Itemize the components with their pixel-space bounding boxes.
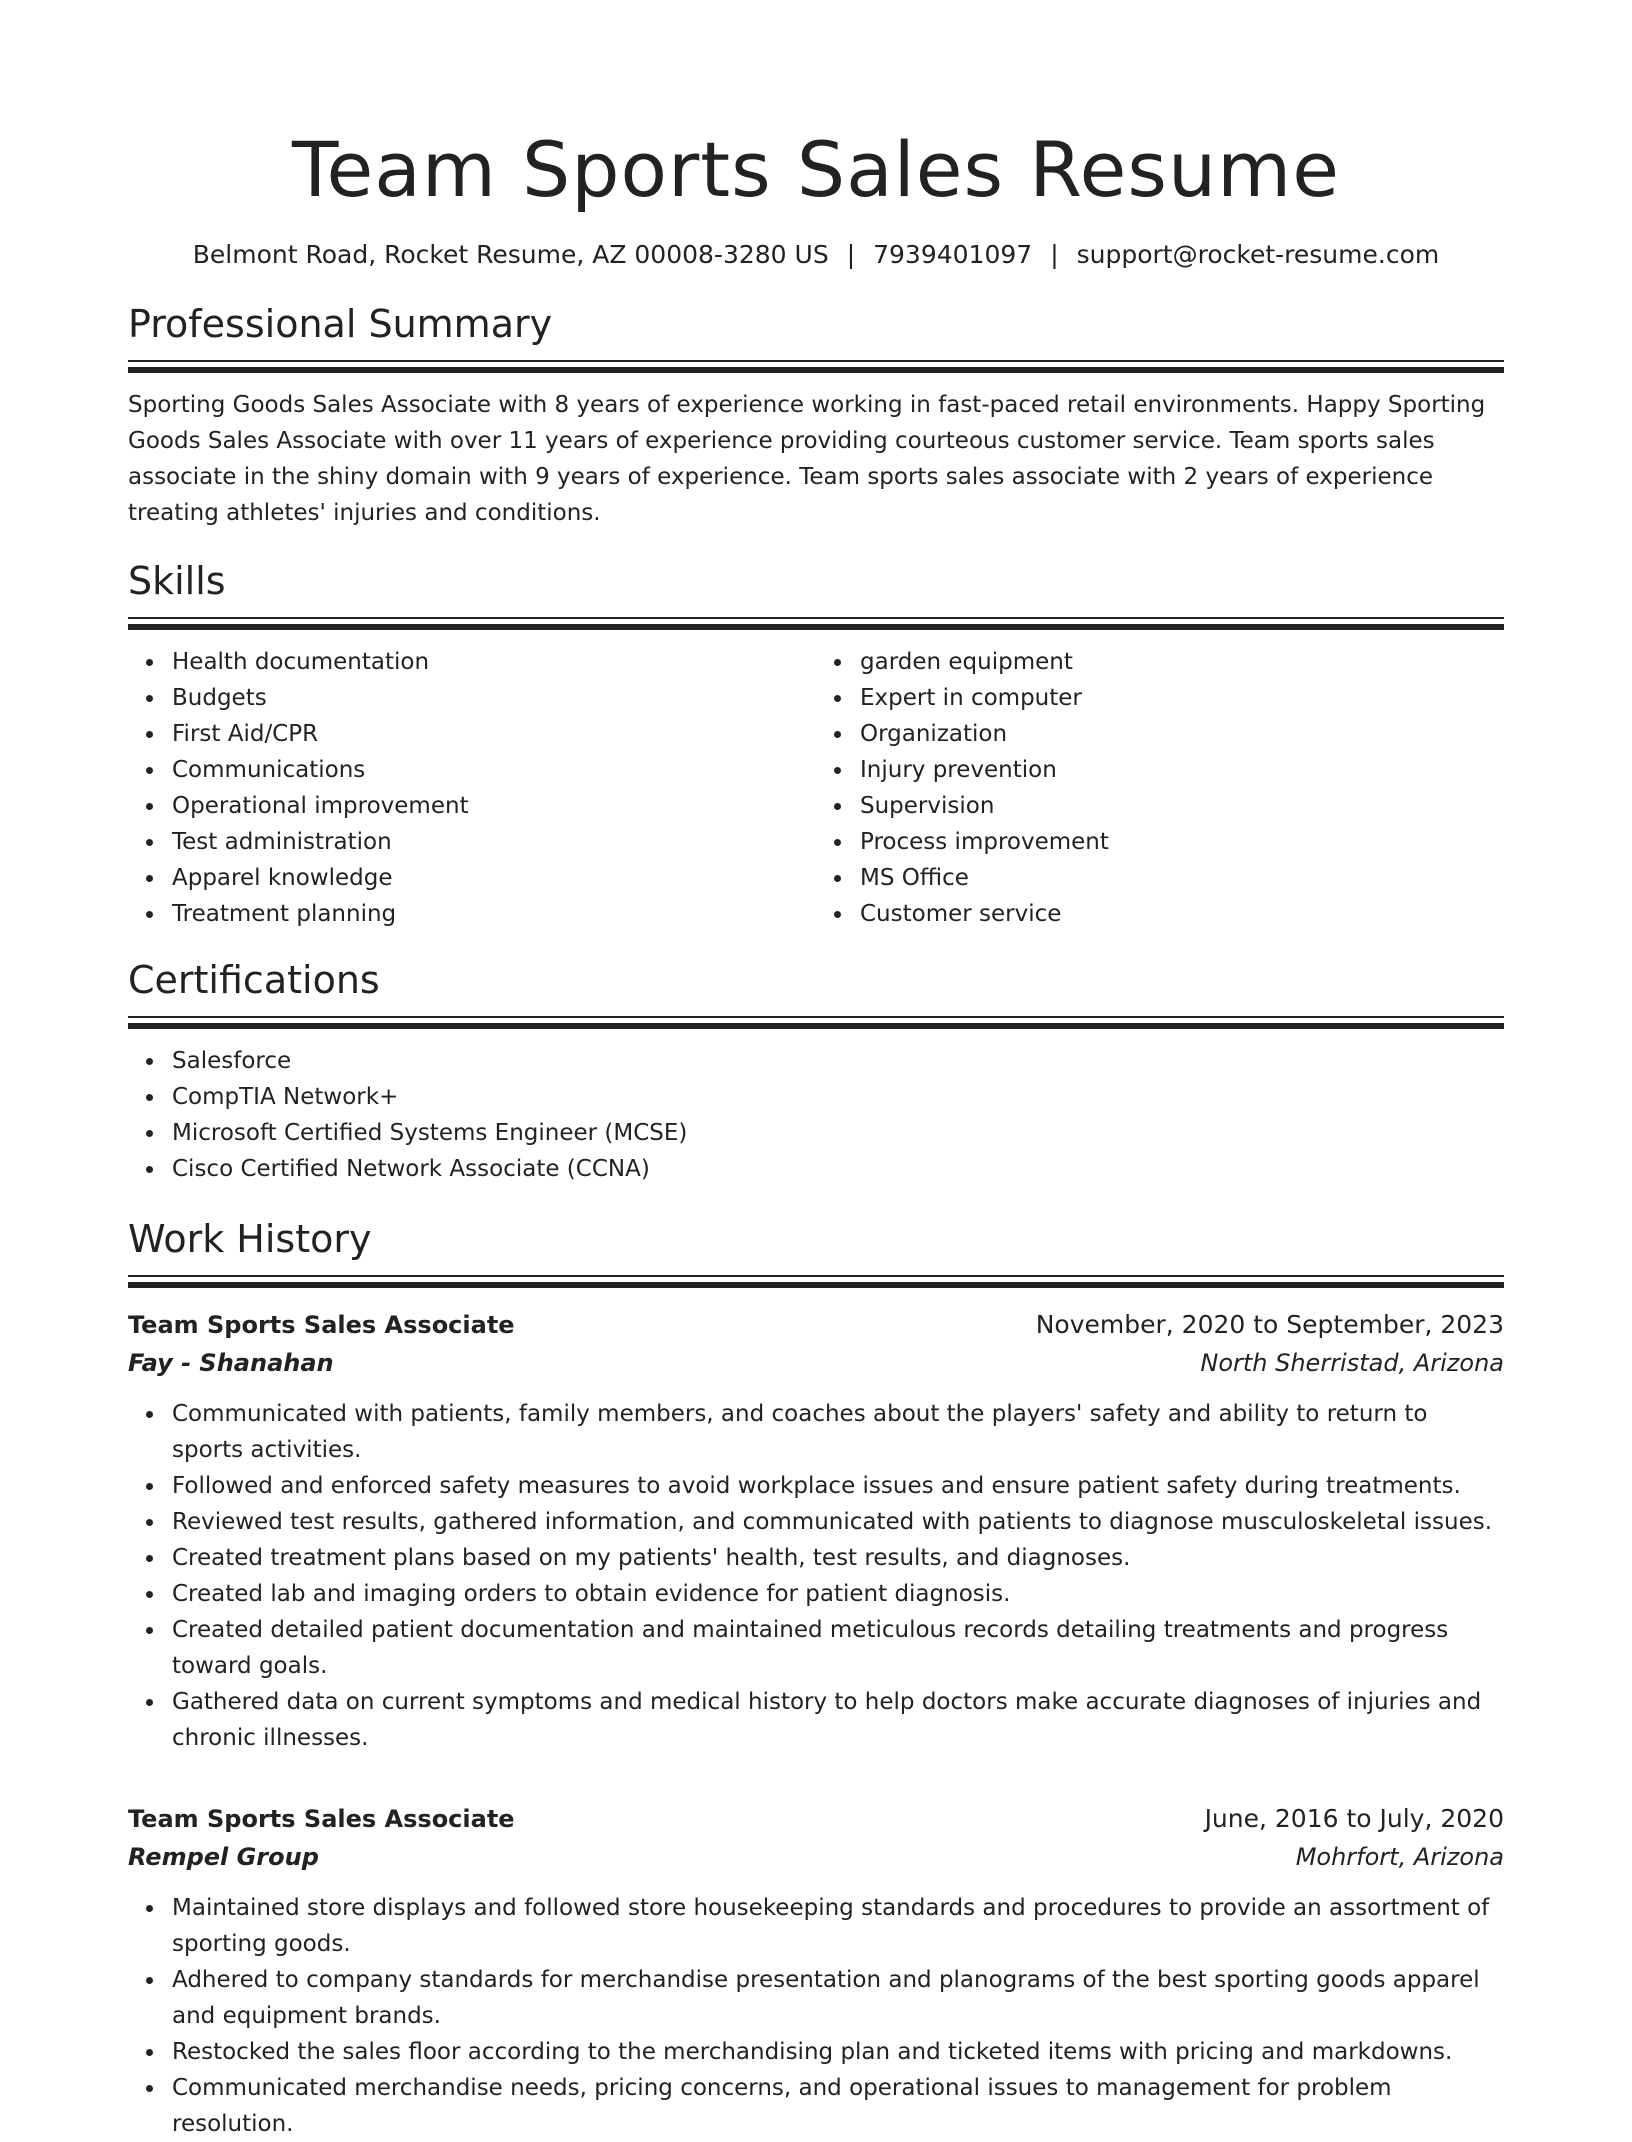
section-heading: Certifications <box>128 958 380 1002</box>
skill-item: First Aid/CPR <box>172 716 816 752</box>
skill-item: Operational improvement <box>172 788 816 824</box>
skill-item: Treatment planning <box>172 896 816 932</box>
section-divider <box>128 1016 1504 1029</box>
section-heading: Skills <box>128 559 226 603</box>
job-entry <box>128 1306 1504 1756</box>
skill-item: Process improvement <box>860 824 1504 860</box>
job-duty: Communicated with patients, family members, and coaches about the players' safety and ability to return to sports activities. <box>172 1396 1504 1468</box>
contact-separator: | <box>1050 240 1059 269</box>
section-divider <box>128 1275 1504 1288</box>
section-divider <box>128 360 1504 373</box>
section-heading: Professional Summary <box>128 302 553 346</box>
job-company-row <box>128 1838 1504 1876</box>
skill-item: Budgets <box>172 680 816 716</box>
job-dates: June, 2016 to July, 2020 <box>1204 1804 1504 1833</box>
job-company: Fay - Shanahan <box>128 1349 334 1377</box>
professional-summary-section <box>128 300 1504 531</box>
job-location: Mohrfort, Arizona <box>1295 1843 1504 1871</box>
certifications-list <box>128 1043 1504 1187</box>
certification-item: Microsoft Certified Systems Engineer (MCSE) <box>172 1115 1504 1151</box>
job-location: North Sherristad, Arizona <box>1200 1349 1504 1377</box>
job-company: Rempel Group <box>128 1843 319 1871</box>
certification-item: CompTIA Network+ <box>172 1079 1504 1115</box>
job-title-row <box>128 1800 1504 1838</box>
job-title: Team Sports Sales Associate <box>128 1311 515 1339</box>
skills-columns <box>128 644 1504 932</box>
contact-address: Belmont Road, Rocket Resume, AZ 00008-3280 US <box>192 240 829 269</box>
skill-item: garden equipment <box>860 644 1504 680</box>
contact-separator: | <box>846 240 856 269</box>
job-duties-list <box>128 1396 1504 1756</box>
skills-section <box>128 557 1504 932</box>
section-heading: Work History <box>128 1217 372 1261</box>
job-company-row <box>128 1344 1504 1382</box>
job-entry <box>128 1800 1504 2142</box>
contact-email: support@rocket-resume.com <box>1076 240 1440 269</box>
job-duty: Followed and enforced safety measures to avoid workplace issues and ensure patient safety during treatments. <box>172 1468 1504 1504</box>
certifications-section <box>128 956 1504 1187</box>
skill-item: Injury prevention <box>860 752 1504 788</box>
skill-item: Customer service <box>860 896 1504 932</box>
job-duty: Created treatment plans based on my patients' health, test results, and diagnoses. <box>172 1540 1504 1576</box>
certification-item: Cisco Certified Network Associate (CCNA) <box>172 1151 1504 1187</box>
skills-list-left <box>128 644 816 932</box>
job-duty: Maintained store displays and followed store housekeeping standards and procedures to provide an assortment of sporting goods. <box>172 1890 1504 1962</box>
skill-item: Health documentation <box>172 644 816 680</box>
job-duty: Communicated merchandise needs, pricing concerns, and operational issues to management for problem resolution. <box>172 2070 1504 2142</box>
skill-item: Communications <box>172 752 816 788</box>
job-title-row <box>128 1306 1504 1344</box>
job-duty: Created detailed patient documentation and maintained meticulous records detailing treatments and progress toward goals. <box>172 1612 1504 1684</box>
resume-title: Team Sports Sales Resume <box>292 125 1340 214</box>
certification-item: Salesforce <box>172 1043 1504 1079</box>
skill-item: Test administration <box>172 824 816 860</box>
work-history-section <box>128 1215 1504 2142</box>
job-duties-list <box>128 1890 1504 2142</box>
skill-item: Supervision <box>860 788 1504 824</box>
job-duty: Reviewed test results, gathered information, and communicated with patients to diagnose musculoskeletal issues. <box>172 1504 1504 1540</box>
section-divider <box>128 617 1504 630</box>
skill-item: MS Office <box>860 860 1504 896</box>
contact-phone: 7939401097 <box>873 240 1033 269</box>
skill-item: Organization <box>860 716 1504 752</box>
skills-list-right <box>816 644 1504 932</box>
job-duty: Created lab and imaging orders to obtain evidence for patient diagnosis. <box>172 1576 1504 1612</box>
skill-item: Expert in computer <box>860 680 1504 716</box>
job-dates: November, 2020 to September, 2023 <box>1035 1310 1504 1339</box>
summary-paragraph: Sporting Goods Sales Associate with 8 years of experience working in fast-paced retail environments. Happy Sporting Goods Sales Associate with over 11 years of experience providing courteous customer service. Team sports sales associate in the shiny domain with 9 years of experience. Team sports sales associate with 2 years of experience treating athletes' injuries and conditions. <box>128 392 1486 526</box>
job-duty: Restocked the sales floor according to the merchandising plan and ticketed items with pricing and markdowns. <box>172 2034 1504 2070</box>
job-duty: Gathered data on current symptoms and medical history to help doctors make accurate diagnoses of injuries and chronic illnesses. <box>172 1684 1504 1756</box>
contact-line <box>128 238 1504 272</box>
job-title: Team Sports Sales Associate <box>128 1805 515 1833</box>
skill-item: Apparel knowledge <box>172 860 816 896</box>
job-duty: Adhered to company standards for merchandise presentation and planograms of the best sporting goods apparel and equipment brands. <box>172 1962 1504 2034</box>
